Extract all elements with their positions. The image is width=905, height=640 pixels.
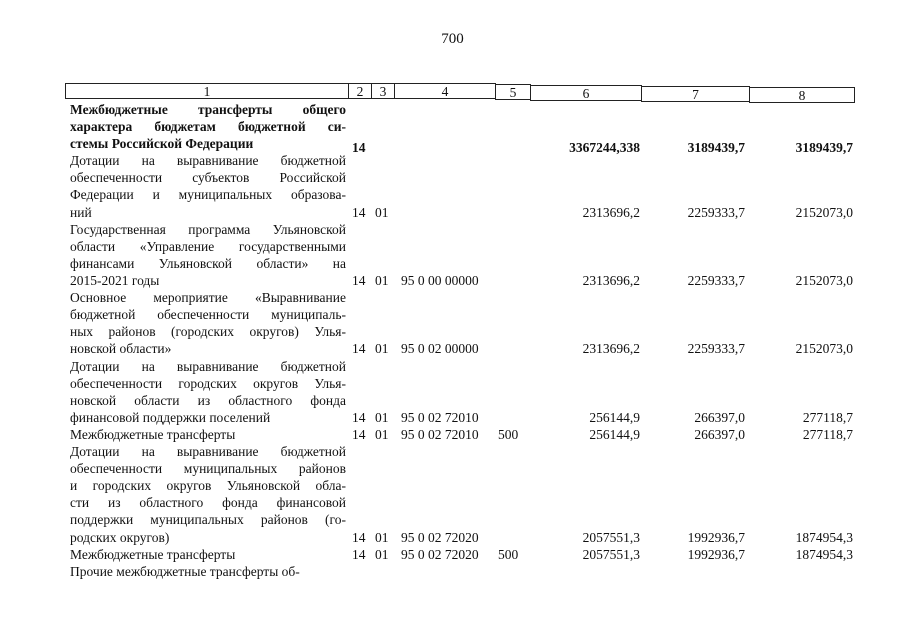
code-target: 95 0 02 72020 bbox=[401, 546, 479, 562]
amount-col-7: 266397,0 bbox=[694, 409, 745, 425]
row-name-line: бюджетной обеспеченности муниципаль- bbox=[70, 307, 346, 323]
row-name-line: области «Управление государственными bbox=[70, 238, 346, 254]
code-subsection: 01 bbox=[375, 272, 389, 288]
row-name-line: обеспеченности муниципальных районов bbox=[70, 461, 346, 477]
amount-col-6: 2313696,2 bbox=[582, 341, 640, 357]
amount-col-8: 2152073,0 bbox=[795, 204, 853, 220]
amount-col-8: 2152073,0 bbox=[795, 341, 853, 357]
row-name-line: родских округов) bbox=[70, 529, 170, 545]
row-name-line: ний bbox=[70, 204, 92, 220]
row-name-line: обеспеченности субъектов Российской bbox=[70, 170, 346, 186]
code-section: 14 bbox=[352, 426, 366, 442]
amount-col-6: 256144,9 bbox=[589, 426, 640, 442]
amount-col-6: 3367244,338 bbox=[569, 140, 640, 156]
code-subsection: 01 bbox=[375, 546, 389, 562]
code-subsection: 01 bbox=[375, 426, 389, 442]
row-name-line: Основное мероприятие «Выравнивание bbox=[70, 290, 346, 306]
amount-col-8: 277118,7 bbox=[802, 409, 853, 425]
row-name-line: Дотации на выравнивание бюджетной bbox=[70, 153, 346, 169]
row-name-line: ных районов (городских округов) Улья- bbox=[70, 324, 346, 340]
amount-col-7: 3189439,7 bbox=[687, 140, 745, 156]
code-section: 14 bbox=[352, 140, 366, 156]
amount-col-8: 1874954,3 bbox=[795, 546, 853, 562]
row-name-line: Дотации на выравнивание бюджетной bbox=[70, 444, 346, 459]
amount-col-6: 256144,9 bbox=[589, 409, 640, 425]
header-col-5: 5 bbox=[495, 84, 531, 100]
code-target: 95 0 02 72010 bbox=[401, 409, 479, 425]
amount-col-8: 277118,7 bbox=[802, 426, 853, 442]
row-name-line: новской области из областного фонда bbox=[70, 392, 346, 408]
row-name-line: стемы Российской Федерации bbox=[70, 136, 254, 152]
code-target: 95 0 02 00000 bbox=[401, 341, 479, 357]
amount-col-6: 2313696,2 bbox=[582, 272, 640, 288]
code-section: 14 bbox=[352, 529, 366, 545]
code-target: 95 0 02 72010 bbox=[401, 426, 479, 442]
header-col-8: 8 bbox=[749, 87, 855, 103]
code-section: 14 bbox=[352, 341, 366, 357]
row-name-line: Межбюджетные трансферты bbox=[70, 426, 236, 442]
page-number: 700 bbox=[441, 31, 464, 47]
row-name-line: обеспеченности городских округов Улья- bbox=[70, 375, 346, 391]
row-name-line: 2015-2021 годы bbox=[70, 272, 160, 288]
amount-col-7: 1992936,7 bbox=[687, 529, 745, 545]
amount-col-7: 266397,0 bbox=[694, 426, 745, 442]
code-section: 14 bbox=[352, 546, 366, 562]
code-expense-type: 500 bbox=[498, 426, 519, 442]
row-name-line: и городских округов Ульяновской обла- bbox=[70, 478, 346, 494]
code-subsection: 01 bbox=[375, 341, 389, 357]
code-subsection: 01 bbox=[375, 204, 389, 220]
header-col-7: 7 bbox=[641, 86, 750, 102]
amount-col-8: 3189439,7 bbox=[795, 140, 853, 156]
row-name-line: Федерации и муниципальных образова- bbox=[70, 187, 346, 203]
amount-col-8: 2152073,0 bbox=[795, 272, 853, 288]
amount-col-6: 2057551,3 bbox=[582, 546, 640, 562]
row-name-line: финансами Ульяновской области» на bbox=[70, 255, 346, 271]
amount-col-6: 2313696,2 bbox=[582, 204, 640, 220]
row-name-line: финансовой поддержки поселений bbox=[70, 409, 271, 425]
row-name-line: новской области» bbox=[70, 341, 172, 357]
row-name-line: характера бюджетам бюджетной си- bbox=[70, 119, 346, 135]
code-subsection: 01 bbox=[375, 529, 389, 545]
code-section: 14 bbox=[352, 204, 366, 220]
code-subsection: 01 bbox=[375, 409, 389, 425]
row-name-line: Межбюджетные трансферты общего bbox=[70, 102, 346, 117]
row-name-line: Дотации на выравнивание бюджетной bbox=[70, 358, 346, 374]
amount-col-7: 2259333,7 bbox=[687, 204, 745, 220]
amount-col-8: 1874954,3 bbox=[795, 529, 853, 545]
code-expense-type: 500 bbox=[498, 546, 519, 562]
header-col-4: 4 bbox=[394, 83, 496, 99]
row-name-line: Прочие межбюджетные трансферты об- bbox=[70, 563, 300, 579]
code-section: 14 bbox=[352, 272, 366, 288]
header-col-1: 1 bbox=[65, 83, 349, 99]
header-col-6: 6 bbox=[530, 85, 642, 101]
code-target: 95 0 00 00000 bbox=[401, 272, 479, 288]
row-name-line: поддержки муниципальных районов (го- bbox=[70, 512, 346, 528]
row-name-line: сти из областного фонда финансовой bbox=[70, 495, 346, 511]
amount-col-7: 1992936,7 bbox=[687, 546, 745, 562]
header-col-3: 3 bbox=[371, 83, 395, 99]
code-target: 95 0 02 72020 bbox=[401, 529, 479, 545]
row-name-line: Государственная программа Ульяновской bbox=[70, 221, 346, 237]
amount-col-6: 2057551,3 bbox=[582, 529, 640, 545]
row-name-line: Межбюджетные трансферты bbox=[70, 546, 236, 562]
code-section: 14 bbox=[352, 409, 366, 425]
amount-col-7: 2259333,7 bbox=[687, 272, 745, 288]
header-col-2: 2 bbox=[348, 83, 372, 99]
amount-col-7: 2259333,7 bbox=[687, 341, 745, 357]
